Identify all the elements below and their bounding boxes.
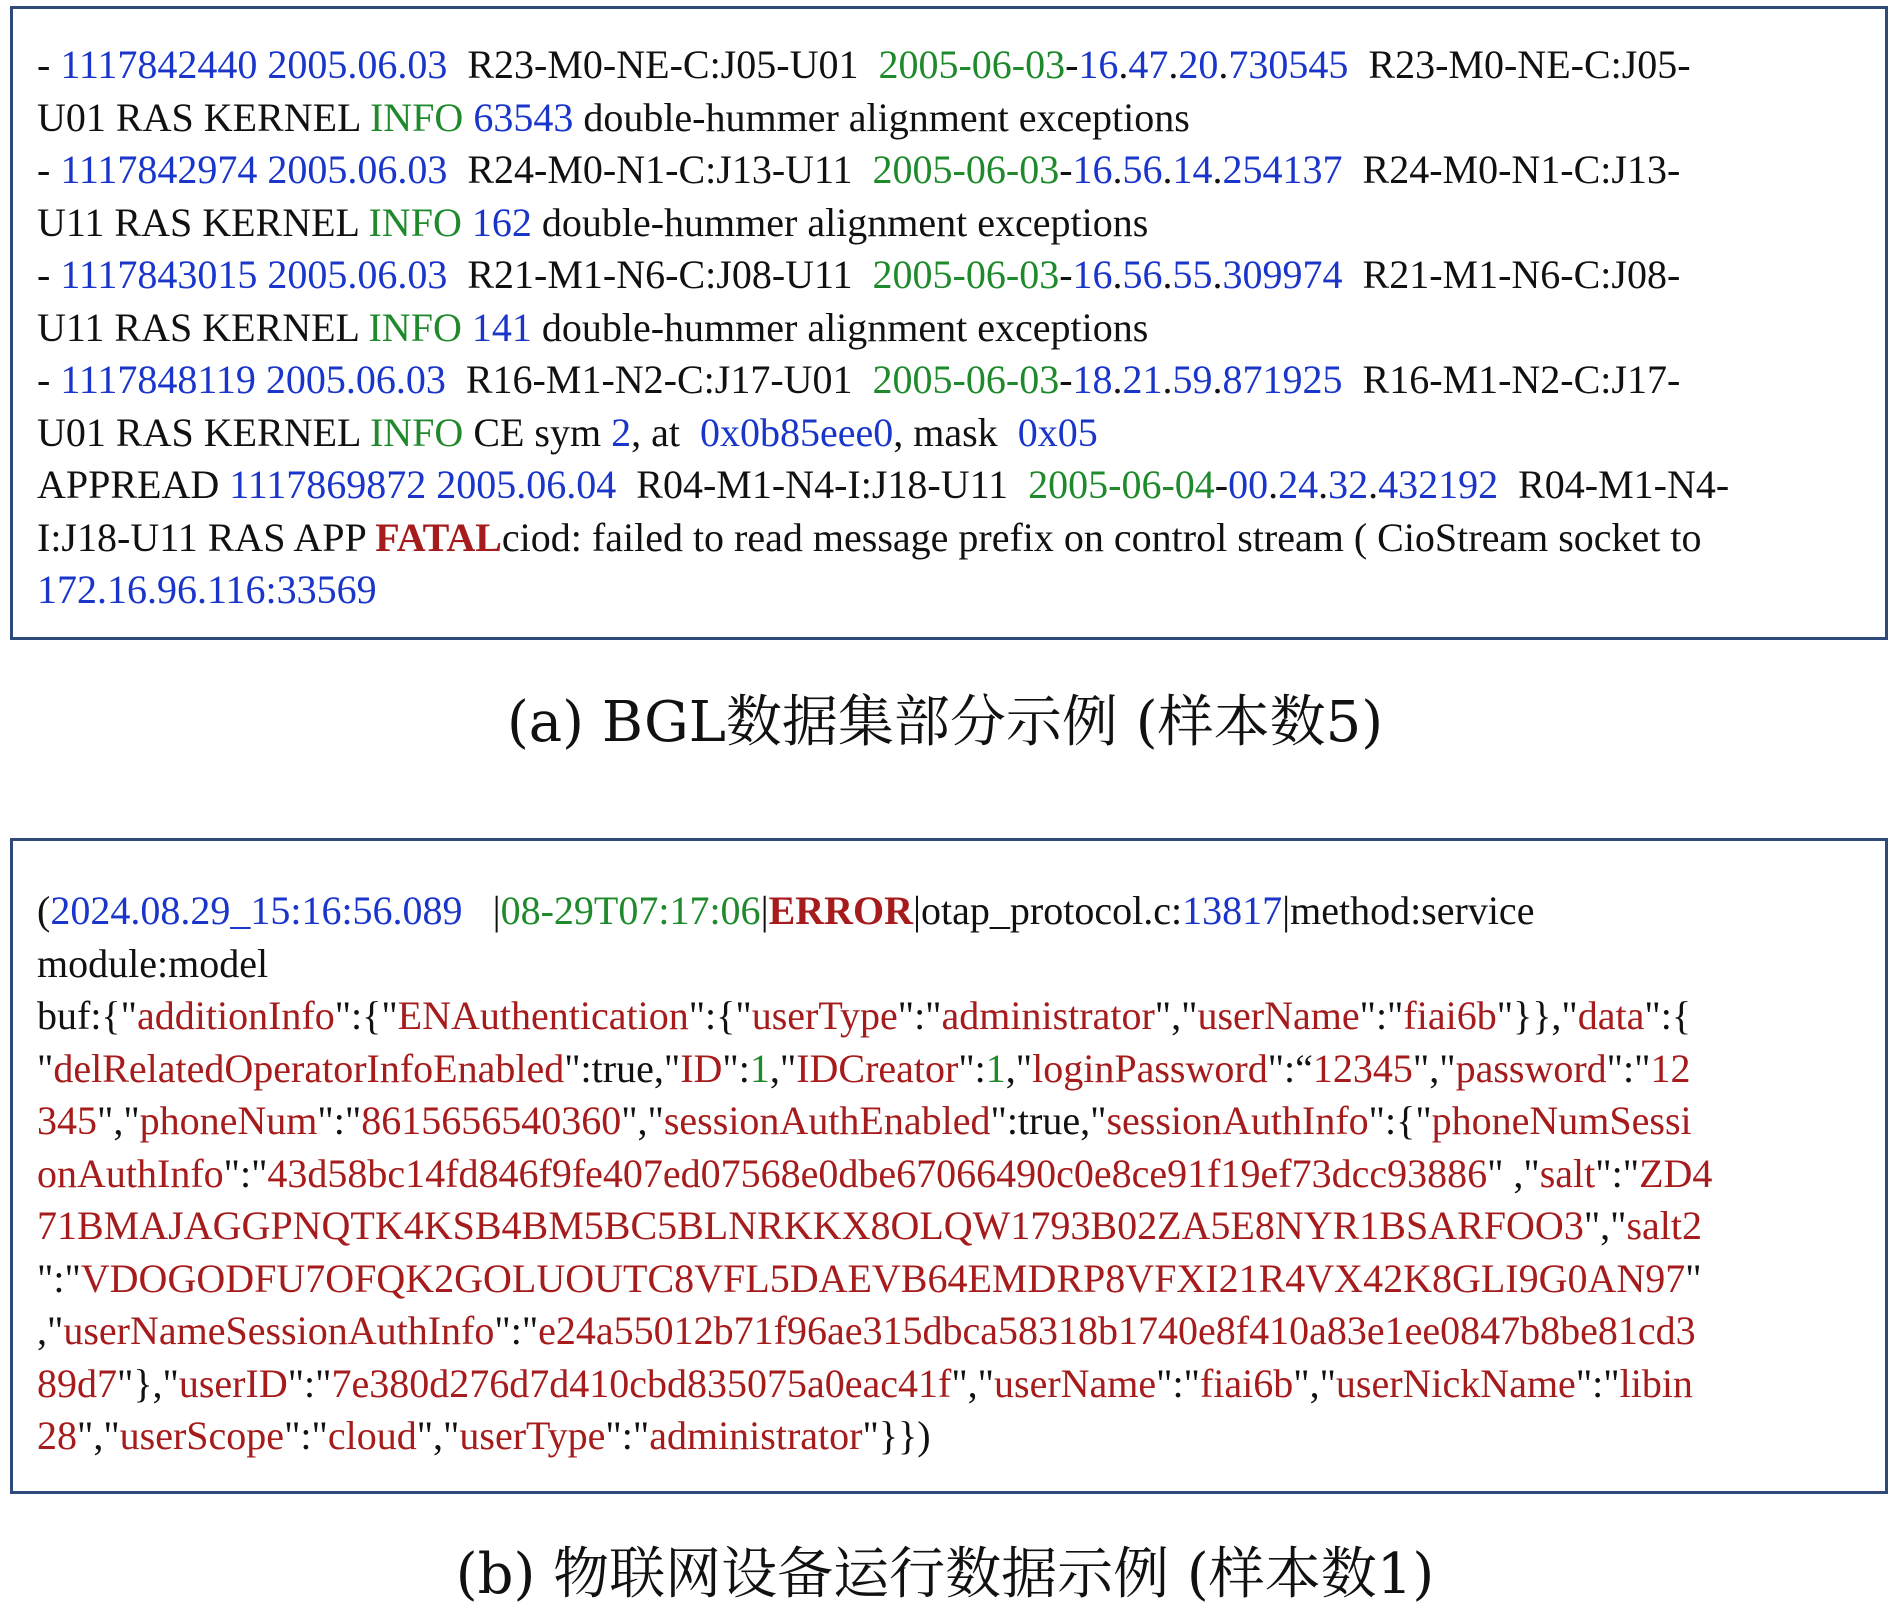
- iot-log-sample-box: [10, 838, 1888, 1494]
- log-token: 1117843015 2005.06.03: [60, 252, 448, 297]
- log-token: 172.16.96.116:33569: [37, 567, 377, 612]
- log-line: [37, 938, 1859, 991]
- log-token: ":": [223, 1150, 268, 1196]
- log-token: 345: [37, 1098, 97, 1143]
- log-line: [37, 1095, 1859, 1148]
- log-token: I:J18-U11 RAS APP: [37, 514, 376, 560]
- log-token: 254137: [1222, 147, 1343, 192]
- log-token: salt: [1539, 1150, 1596, 1196]
- log-token: 71BMAJAGGPNQTK4KSB4BM5BC5BLNRKKX8OLQW1793B02ZA5E8NYR1BSARFOO3: [37, 1203, 1584, 1248]
- caption-a: (a) BGL数据集部分示例 (样本数5): [506, 690, 1384, 755]
- log-token: ":": [1359, 993, 1404, 1038]
- log-token: .: [1112, 147, 1123, 192]
- log-token: ":{": [334, 993, 398, 1038]
- log-token: "}}): [862, 1413, 931, 1458]
- log-token: |: [760, 888, 769, 933]
- log-token: .: [1368, 462, 1379, 507]
- log-token: R21-M1-N6-C:J08-: [1342, 252, 1681, 297]
- log-token: sessionAuthEnabled: [663, 1098, 991, 1143]
- log-token: .: [1212, 357, 1223, 402]
- log-token: double-hummer alignment exceptions: [531, 304, 1149, 350]
- log-token: .: [1162, 357, 1173, 402]
- log-token: U11 RAS KERNEL: [37, 304, 369, 350]
- log-token: 20: [1178, 42, 1219, 87]
- log-line: [37, 197, 1859, 250]
- log-line: [37, 512, 1859, 565]
- log-token: module:model: [37, 940, 269, 986]
- log-token: -: [1059, 252, 1073, 297]
- log-line: [37, 302, 1859, 355]
- log-line: [37, 885, 1859, 938]
- log-token: U11 RAS KERNEL: [37, 199, 369, 245]
- log-token: userNickName: [1335, 1360, 1576, 1406]
- log-token: -: [1059, 357, 1073, 402]
- log-token: ,": [769, 1045, 797, 1091]
- log-token: ",": [1293, 1360, 1336, 1406]
- log-token: FATAL: [375, 514, 502, 560]
- log-token: 1117848119 2005.06.03: [60, 357, 446, 402]
- log-token: libin: [1619, 1360, 1693, 1406]
- log-line: [37, 1148, 1859, 1201]
- log-token: ":{: [1644, 993, 1692, 1038]
- log-token: IDCreator: [796, 1045, 959, 1091]
- log-token: 16: [1072, 252, 1113, 297]
- log-token: APPREAD: [37, 462, 230, 507]
- log-token: R16-M1-N2-C:J17-: [1342, 357, 1681, 402]
- log-token: userName: [1197, 993, 1360, 1038]
- log-token: R24-M0-N1-C:J13-U11: [447, 147, 873, 192]
- log-token: 55: [1172, 252, 1213, 297]
- log-token: 2005-06-03: [872, 147, 1060, 192]
- log-token: 1: [985, 1045, 1006, 1091]
- log-token: 32: [1328, 462, 1369, 507]
- log-token: ":: [722, 1045, 750, 1091]
- log-token: "}},": [1496, 993, 1578, 1038]
- log-token: ERROR: [768, 888, 914, 933]
- log-token: fiai6b: [1199, 1360, 1294, 1406]
- log-token: 12345: [1312, 1045, 1413, 1091]
- log-token: R23-M0-NE-C:J05-U01: [447, 42, 879, 87]
- log-token: 871925: [1222, 357, 1343, 402]
- log-token: ":": [1606, 1045, 1651, 1091]
- log-token: ",": [621, 1098, 664, 1143]
- log-token: ":true,": [990, 1098, 1107, 1143]
- log-token: ":": [1575, 1360, 1620, 1406]
- log-token: onAuthInfo: [37, 1150, 224, 1196]
- log-token: -: [1059, 147, 1073, 192]
- log-token: U01 RAS KERNEL: [37, 94, 370, 140]
- log-token: ": [37, 1045, 54, 1091]
- log-token: ":": [287, 1360, 332, 1406]
- log-token: .: [1212, 252, 1223, 297]
- log-token: -: [1065, 42, 1079, 87]
- log-token: ",": [77, 1413, 120, 1458]
- log-token: .: [1318, 462, 1329, 507]
- log-line: [37, 354, 1859, 407]
- log-line: [37, 39, 1859, 92]
- log-token: ":": [317, 1098, 362, 1143]
- log-token: U01 RAS KERNEL: [37, 409, 370, 455]
- log-token: ",": [1583, 1203, 1627, 1248]
- log-token: R24-M0-N1-C:J13-: [1342, 147, 1681, 192]
- log-token: userType: [459, 1413, 606, 1458]
- log-token: -: [37, 42, 61, 87]
- log-token: salt2: [1626, 1203, 1703, 1248]
- log-token: 16: [1072, 147, 1113, 192]
- log-token: VDOGODFU7OFQK2GOLUOUTC8VFL5DAEVB64EMDRP8VFXI21R4VX42K8GLI9G0AN97: [80, 1255, 1686, 1301]
- log-line: [37, 144, 1859, 197]
- log-token: 59: [1172, 357, 1213, 402]
- log-token: double-hummer alignment exceptions: [573, 94, 1190, 140]
- log-token: 730545: [1228, 42, 1349, 87]
- log-token: sessionAuthInfo: [1106, 1098, 1369, 1143]
- log-token: ":{": [1368, 1098, 1432, 1143]
- log-token: userScope: [119, 1413, 285, 1458]
- log-token: buf:{": [37, 993, 137, 1038]
- log-token: additionInfo: [136, 993, 335, 1038]
- log-token: double-hummer alignment exceptions: [531, 199, 1149, 245]
- log-token: 432192: [1378, 462, 1499, 507]
- log-token: -: [1214, 462, 1229, 507]
- log-token: administrator: [941, 993, 1155, 1038]
- log-token: 7e380d276d7d410cbd835075a0eac41f: [331, 1360, 952, 1406]
- log-token: 14: [1172, 147, 1213, 192]
- log-token: ": [1685, 1255, 1702, 1301]
- log-token: userType: [751, 993, 898, 1038]
- log-token: .: [1212, 147, 1223, 192]
- log-token: phoneNumSessi: [1431, 1098, 1692, 1143]
- log-token: ZD4: [1639, 1150, 1713, 1196]
- log-token: "},": [117, 1360, 179, 1406]
- log-token: 00: [1228, 462, 1269, 507]
- log-line: [37, 564, 1859, 617]
- log-token: 2005-06-03: [872, 357, 1060, 402]
- log-token: -: [37, 147, 61, 192]
- log-token: ,": [1005, 1045, 1033, 1091]
- log-token: 56: [1122, 147, 1163, 192]
- log-token: 21: [1122, 357, 1163, 402]
- log-token: 0x05: [1017, 409, 1098, 455]
- log-token: ":": [37, 1255, 81, 1301]
- log-token: ":“: [1267, 1045, 1313, 1091]
- log-token: (: [37, 888, 51, 933]
- log-line: [37, 990, 1859, 1043]
- log-token: 1117842974 2005.06.03: [60, 147, 448, 192]
- log-token: [462, 200, 472, 245]
- log-line: [37, 92, 1859, 145]
- log-token: R04-M1-N4-I:J18-U11: [616, 462, 1029, 507]
- log-token: phoneNum: [139, 1098, 318, 1143]
- log-token: ":true,": [564, 1045, 681, 1091]
- log-token: , mask: [893, 409, 1018, 455]
- log-token: -: [37, 357, 61, 402]
- log-token: ",": [951, 1360, 994, 1406]
- log-token: .: [1162, 147, 1173, 192]
- log-token: 28: [37, 1413, 77, 1458]
- log-token: .: [1168, 42, 1179, 87]
- log-token: 141: [471, 304, 532, 350]
- log-token: , at: [631, 409, 700, 455]
- log-token: .: [1268, 462, 1279, 507]
- log-token: ENAuthentication: [397, 993, 689, 1038]
- log-token: " ,": [1487, 1150, 1540, 1196]
- log-token: userID: [178, 1360, 288, 1406]
- log-token: 162: [471, 199, 532, 245]
- log-token: ":": [1156, 1360, 1200, 1406]
- log-token: [463, 95, 473, 140]
- log-line: [37, 459, 1859, 512]
- log-token: userName: [994, 1360, 1157, 1406]
- log-token: [462, 305, 472, 350]
- log-token: ":": [1595, 1150, 1640, 1196]
- log-token: .: [1112, 252, 1123, 297]
- log-token: .: [1112, 357, 1123, 402]
- log-token: ",": [416, 1413, 460, 1458]
- log-token: ":: [958, 1045, 986, 1091]
- bgl-log-sample-box: [10, 6, 1888, 640]
- log-line: [37, 1043, 1859, 1096]
- log-token: .: [1162, 252, 1173, 297]
- log-token: 24: [1278, 462, 1319, 507]
- log-token: 8615656540360: [361, 1098, 622, 1143]
- log-token: administrator: [649, 1413, 863, 1458]
- log-token: 2005-06-03: [878, 42, 1066, 87]
- log-line: [37, 249, 1859, 302]
- log-token: 08-29T07:17:06: [500, 888, 761, 933]
- log-token: 2005-06-03: [872, 252, 1060, 297]
- log-token: 2024.08.29_15:16:56.089: [50, 888, 463, 933]
- log-token: data: [1577, 993, 1645, 1038]
- log-token: 2: [611, 409, 632, 455]
- log-token: 12: [1650, 1045, 1691, 1091]
- log-token: 63543: [473, 94, 574, 140]
- log-token: ,": [37, 1308, 64, 1353]
- log-token: INFO: [369, 409, 464, 455]
- log-token: 89d7: [37, 1360, 117, 1406]
- log-token: ":{": [688, 993, 752, 1038]
- log-token: ",": [97, 1098, 140, 1143]
- log-line: [37, 1200, 1859, 1253]
- log-token: .: [1118, 42, 1129, 87]
- log-token: 47: [1128, 42, 1169, 87]
- log-token: 1: [749, 1045, 770, 1091]
- log-token: ",": [1412, 1045, 1456, 1091]
- log-token: |: [462, 888, 501, 933]
- log-token: 16: [1078, 42, 1119, 87]
- log-token: 43d58bc14fd846f9fe407ed07568e0dbe67066490c0e8ce91f19ef73dcc93886: [267, 1150, 1488, 1196]
- log-token: userNameSessionAuthInfo: [63, 1308, 495, 1353]
- log-token: .: [1218, 42, 1229, 87]
- log-token: 1117869872 2005.06.04: [229, 462, 617, 507]
- log-token: ":": [605, 1413, 650, 1458]
- log-token: 1117842440 2005.06.03: [60, 42, 448, 87]
- log-token: INFO: [368, 199, 462, 245]
- log-token: INFO: [368, 304, 462, 350]
- log-token: -: [37, 252, 61, 297]
- log-token: fiai6b: [1403, 993, 1497, 1038]
- log-line: [37, 1410, 1859, 1463]
- log-token: 0x0b85eee0: [699, 409, 894, 455]
- log-token: ID: [680, 1045, 723, 1091]
- log-token: 309974: [1222, 252, 1343, 297]
- log-token: INFO: [369, 94, 464, 140]
- log-token: ciod: failed to read message prefix on control stream ( CioStream socket to: [501, 514, 1702, 560]
- log-token: cloud: [327, 1413, 417, 1458]
- log-token: ":": [494, 1308, 539, 1353]
- log-token: password: [1455, 1045, 1607, 1091]
- log-token: 2005-06-04: [1028, 462, 1215, 507]
- log-token: R21-M1-N6-C:J08-U11: [447, 252, 873, 297]
- log-token: e24a55012b71f96ae315dbca58318b1740e8f410a83e1ee0847b8be81cd3: [538, 1308, 1696, 1353]
- log-line: [37, 1358, 1859, 1411]
- log-token: ",": [1154, 993, 1198, 1038]
- log-token: delRelatedOperatorInfoEnabled: [53, 1045, 565, 1091]
- log-token: R04-M1-N4-: [1498, 462, 1730, 507]
- log-token: R23-M0-NE-C:J05-: [1348, 42, 1691, 87]
- log-token: |method:service: [1282, 888, 1535, 933]
- log-line: [37, 1305, 1859, 1358]
- caption-b: (b) 物联网设备运行数据示例 (样本数1): [455, 1542, 1435, 1607]
- log-token: CE sym: [463, 409, 612, 455]
- log-token: R16-M1-N2-C:J17-U01: [445, 357, 873, 402]
- log-token: |otap_protocol.c:: [913, 888, 1183, 933]
- log-line: [37, 407, 1859, 460]
- log-token: loginPassword: [1032, 1045, 1268, 1091]
- log-token: 56: [1122, 252, 1163, 297]
- log-token: ":": [897, 993, 942, 1038]
- log-token: 18: [1072, 357, 1113, 402]
- log-line: [37, 1253, 1859, 1306]
- log-token: 13817: [1182, 888, 1283, 933]
- log-token: ":": [284, 1413, 328, 1458]
